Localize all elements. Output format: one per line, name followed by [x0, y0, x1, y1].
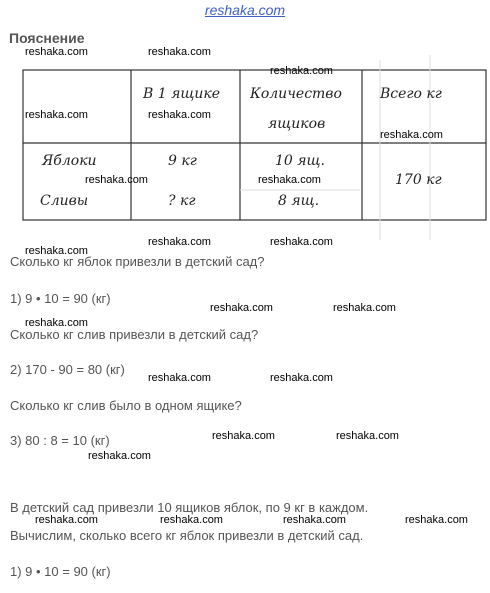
- watermark: reshaka.com: [25, 317, 88, 329]
- question-2: Сколько кг слив привезли в детский сад?: [10, 327, 259, 342]
- watermark: reshaka.com: [270, 236, 333, 248]
- watermark: reshaka.com: [35, 514, 98, 526]
- header-per-box: В 1 ящике: [143, 86, 221, 102]
- watermark: reshaka.com: [85, 174, 148, 186]
- site-logo-link[interactable]: reshaka.com: [204, 2, 286, 18]
- header-count: Количество: [250, 86, 342, 102]
- background-grid: [240, 55, 430, 240]
- watermark: reshaka.com: [25, 46, 88, 58]
- question-3: Сколько кг слив было в одном ящике?: [10, 398, 242, 413]
- watermark: reshaka.com: [25, 109, 88, 121]
- watermark: reshaka.com: [336, 430, 399, 442]
- row-plums-per-box: ? кг: [168, 193, 196, 209]
- answer-1: 1) 9 • 10 = 90 (кг): [10, 291, 111, 306]
- section-title: Пояснение: [9, 30, 85, 46]
- question-1: Сколько кг яблок привезли в детский сад?: [10, 254, 265, 269]
- watermark: reshaka.com: [333, 302, 396, 314]
- header-total: Всего кг: [380, 86, 442, 102]
- row-plums-label: Сливы: [40, 193, 89, 209]
- row-apples-per-box: 9 кг: [168, 153, 197, 169]
- row-apples-boxes: 10 ящ.: [275, 153, 325, 169]
- watermark: reshaka.com: [210, 302, 273, 314]
- watermark: reshaka.com: [212, 430, 275, 442]
- watermark: reshaka.com: [148, 372, 211, 384]
- watermark: reshaka.com: [283, 514, 346, 526]
- row-apples-label: Яблоки: [42, 153, 97, 169]
- watermark: reshaka.com: [380, 129, 443, 141]
- problem-line-2: Вычислим, сколько всего кг яблок привезли в детский сад.: [10, 528, 364, 543]
- answer-3: 3) 80 : 8 = 10 (кг): [10, 433, 110, 448]
- watermark: reshaka.com: [88, 450, 151, 462]
- problem-answer: 1) 9 • 10 = 90 (кг): [10, 564, 111, 579]
- watermark: reshaka.com: [258, 174, 321, 186]
- watermark: reshaka.com: [148, 46, 211, 58]
- watermark: reshaka.com: [405, 514, 468, 526]
- answer-2: 2) 170 - 90 = 80 (кг): [10, 362, 125, 377]
- row-plums-boxes: 8 ящ.: [278, 193, 320, 209]
- header-boxes: ящиков: [268, 116, 326, 132]
- watermark: reshaka.com: [148, 236, 211, 248]
- watermark: reshaka.com: [270, 372, 333, 384]
- watermark: reshaka.com: [270, 65, 333, 77]
- watermark: reshaka.com: [160, 514, 223, 526]
- total-value: 170 кг: [395, 172, 442, 188]
- watermark: reshaka.com: [148, 109, 211, 121]
- watermark: reshaka.com: [25, 245, 88, 257]
- problem-line-1: В детский сад привезли 10 ящиков яблок, по 9 кг в каждом.: [10, 500, 369, 515]
